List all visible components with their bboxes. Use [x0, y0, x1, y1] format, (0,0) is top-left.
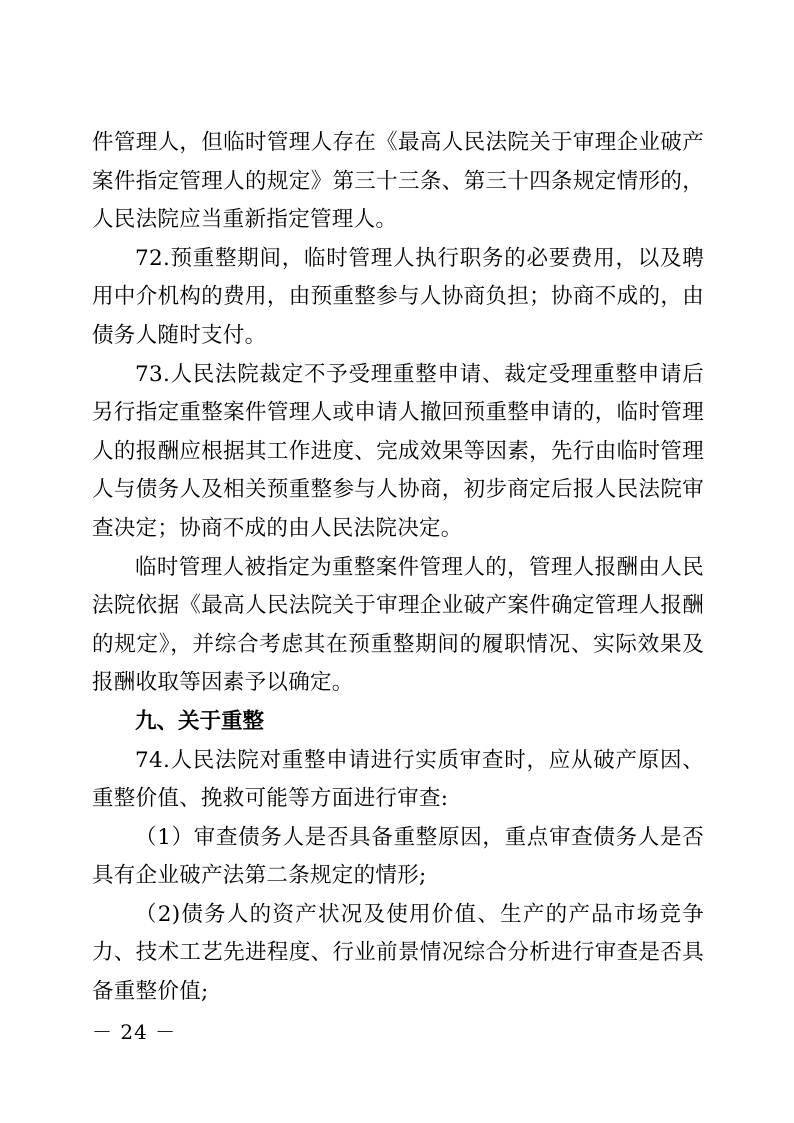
paragraph-article-73-remuneration: 临时管理人被指定为重整案件管理人的，管理人报酬由人民法院依据《最高人民法院关于审理企业破产案件确定管理人报酬的规定》，并综合考虑其在预重整期间的履职情况、实际效果及报酬收取等因素予以确定。	[92, 554, 704, 696]
list-item-1: （1）审查债务人是否具备重整原因，重点审查债务人是否具有企业破产法第二条规定的情形;	[92, 824, 704, 889]
paragraph-article-74: 74.人民法院对重整申请进行实质审查时，应从破产原因、重整价值、挽救可能等方面进行审查:	[92, 747, 704, 812]
paragraph-article-73: 73.人民法院裁定不予受理重整申请、裁定受理重整申请后另行指定重整案件管理人或申请人撤回预重整申请的，临时管理人的报酬应根据其工作进度、完成效果等因素，先行由临时管理人与债务人及相关预重整参与人协商，初步商定后报人民法院审查决定；协商不成的由人民法院决定。	[92, 361, 704, 541]
section-heading: 九、关于重整	[135, 708, 265, 734]
paragraph-article-72: 72.预重整期间，临时管理人执行职务的必要费用，以及聘用中介机构的费用，由预重整参与人协商负担；协商不成的，由债务人随时支付。	[92, 245, 704, 348]
page-number: － 24 －	[92, 1020, 177, 1044]
paragraph-continuation: 件管理人，但临时管理人存在《最高人民法院关于审理企业破产案件指定管理人的规定》第三十三条、第三十四条规定情形的，人民法院应当重新指定管理人。	[92, 130, 704, 233]
list-item-2: （2)债务人的资产状况及使用价值、生产的产品市场竞争力、技术工艺先进程度、行业前景情况综合分析进行审查是否具备重整价值;	[92, 901, 704, 1005]
document-body	[92, 124, 704, 1012]
